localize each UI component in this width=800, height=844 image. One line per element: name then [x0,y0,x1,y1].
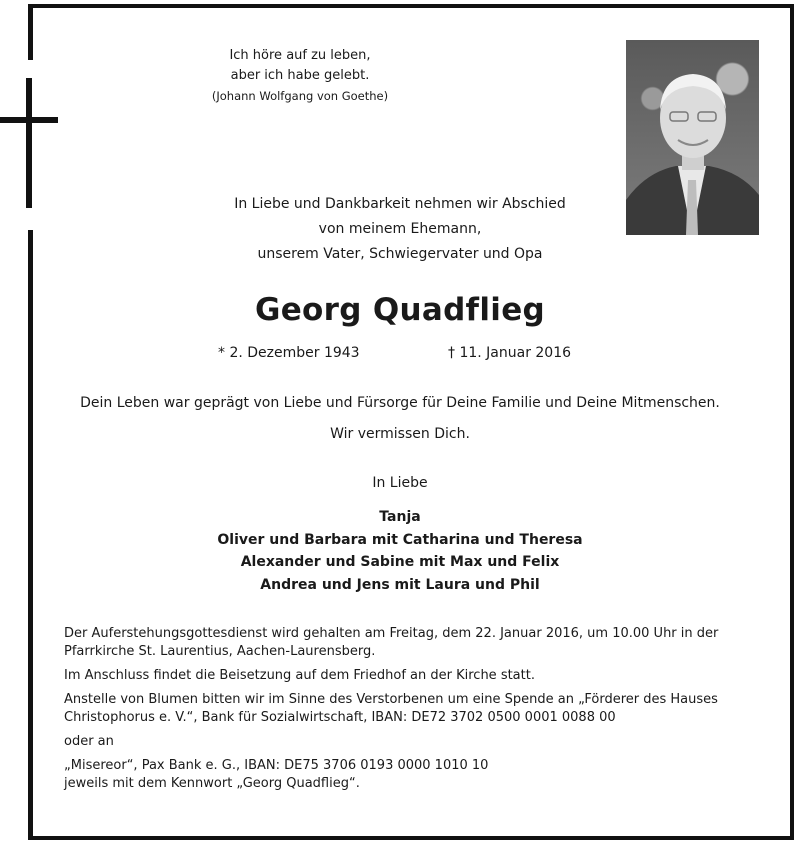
keyword-info: jeweils mit dem Kennwort „Georg Quadflieg“. [64,776,360,791]
service-info: Der Auferstehungsgottesdienst wird gehalten am Freitag, dem 22. Januar 2016, um 10.00 Uhr in der Pfarrkirche St. Laurentius, Aachen-Laurensberg. [64,626,719,659]
goethe-quote [150,46,450,106]
birth-date: * 2. Dezember 1943 [218,345,360,361]
misereor-info: „Misereor“, Pax Bank e. G., IBAN: DE75 3706 0193 0000 1010 10 [64,758,489,773]
miss-text: Wir vermissen Dich. [330,426,470,442]
deceased-name: Georg Quadflieg [254,292,546,328]
service-details [64,625,774,799]
intro-text [150,192,650,267]
intro-line-2: von meinem Ehemann, [318,221,482,237]
death-date: † 11. Januar 2016 [448,345,572,361]
family-member: Oliver und Barbara mit Catharina und Theresa [217,531,583,548]
burial-info: Im Anschluss findet die Beisetzung auf dem Friedhof an der Kirche statt. [64,668,535,683]
intro-line-1: In Liebe und Dankbarkeit nehmen wir Abschied [234,196,566,212]
or-text: oder an [64,734,114,749]
quote-line-1: Ich höre auf zu leben, [229,48,371,63]
family-member: Andrea und Jens mit Laura und Phil [260,576,540,593]
cross-icon-bar [0,117,58,123]
donation-info: Anstelle von Blumen bitten wir im Sinne des Verstorbenen um eine Spende an „Förderer des Hauses Christophorus e. V.“, Bank für Sozialwirtschaft, IBAN: DE72 3702 0500 0001 0088 00 [64,692,718,725]
family-list [40,506,760,596]
quote-source: (Johann Wolfgang von Goethe) [211,89,389,103]
family-member: Alexander und Sabine mit Max und Felix [240,554,560,570]
cross-icon [26,78,32,208]
family-member: Tanja [379,509,421,525]
quote-line-2: aber ich habe gelebt. [230,68,370,83]
tribute-text: Dein Leben war geprägt von Liebe und Fürsorge für Deine Familie und Deine Mitmenschen. [80,395,720,411]
in-love-text: In Liebe [372,475,428,491]
intro-line-3: unserem Vater, Schwiegervater und Opa [257,246,543,262]
